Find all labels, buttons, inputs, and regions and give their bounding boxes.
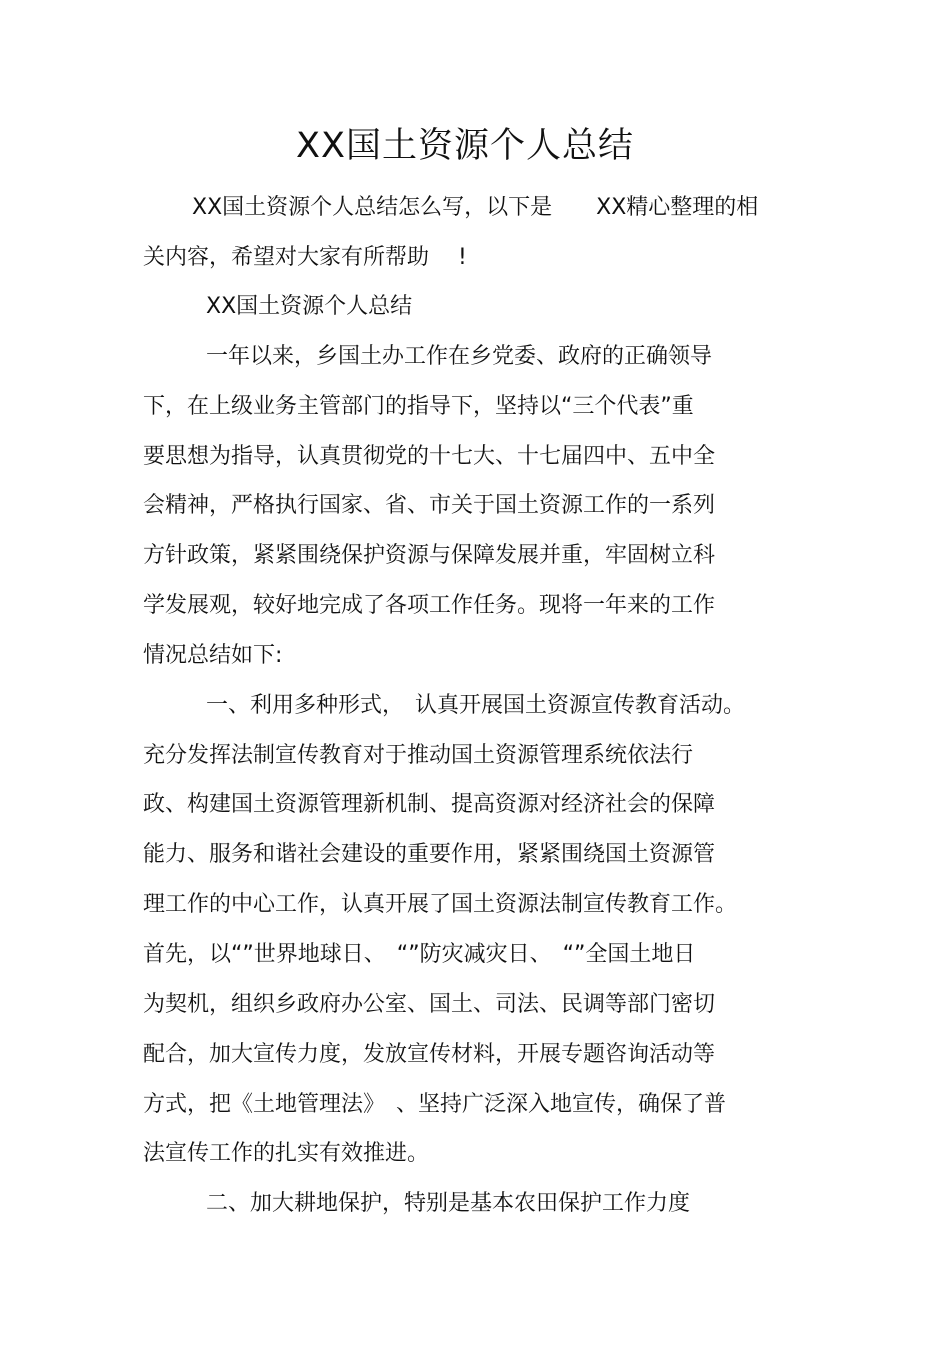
paragraph-1-line-7: 情况总结如下: <box>143 643 283 668</box>
paragraph-1-line-3: 要思想为指导，认真贯彻党的十七大、十七届四中、五中全 <box>143 444 716 469</box>
section-1-line-6: 首先，以“”世界地球日、 “”防灾减灾日、 “”全国土地日 <box>143 942 696 967</box>
section-1-line-2: 充分发挥法制宣传教育对于推动国土资源管理系统依法行 <box>143 743 694 768</box>
paragraph-1-line-5: 方针政策，紧紧围绕保护资源与保障发展并重，牢固树立科 <box>143 543 716 568</box>
paragraph-1-line-2: 下，在上级业务主管部门的指导下，坚持以“三个代表”重 <box>143 394 694 419</box>
document-title: XX国土资源个人总结 <box>296 126 634 166</box>
section-1-line-3: 政、构建国土资源管理新机制、提高资源对经济社会的保障 <box>143 792 716 817</box>
section-1-line-7: 为契机，组织乡政府办公室、国土、司法、民调等部门密切 <box>143 992 716 1017</box>
section-1-line-5: 理工作的中心工作，认真开展了国土资源法制宣传教育工作。 <box>143 892 738 917</box>
paragraph-1-line-4: 会精神，严格执行国家、省、市关于国土资源工作的一系列 <box>143 493 716 518</box>
section-2-heading: 二、加大耕地保护，特别是基本农田保护工作力度 <box>206 1191 691 1216</box>
subtitle-line: XX国土资源个人总结 <box>206 294 413 319</box>
section-1-line-9: 方式，把《土地管理法》 、坚持广泛深入地宣传，确保了普 <box>143 1092 727 1117</box>
section-1-line-1: 一、利用多种形式， 认真开展国土资源宣传教育活动。 <box>206 693 746 718</box>
intro-line-1: XX国土资源个人总结怎么写，以下是 XX精心整理的相 <box>192 195 759 220</box>
paragraph-1-line-6: 学发展观，较好地完成了各项工作任务。现将一年来的工作 <box>143 593 716 618</box>
paragraph-1-line-1: 一年以来，乡国土办工作在乡党委、政府的正确领导 <box>206 344 713 369</box>
section-1-line-4: 能力、服务和谐社会建设的重要作用，紧紧围绕国土资源管 <box>143 842 716 867</box>
intro-line-2: 关内容，希望对大家有所帮助 ! <box>143 245 467 270</box>
section-1-line-8: 配合，加大宣传力度，发放宣传材料，开展专题咨询活动等 <box>143 1042 716 1067</box>
section-1-line-10: 法宣传工作的扎实有效推进。 <box>143 1141 430 1166</box>
